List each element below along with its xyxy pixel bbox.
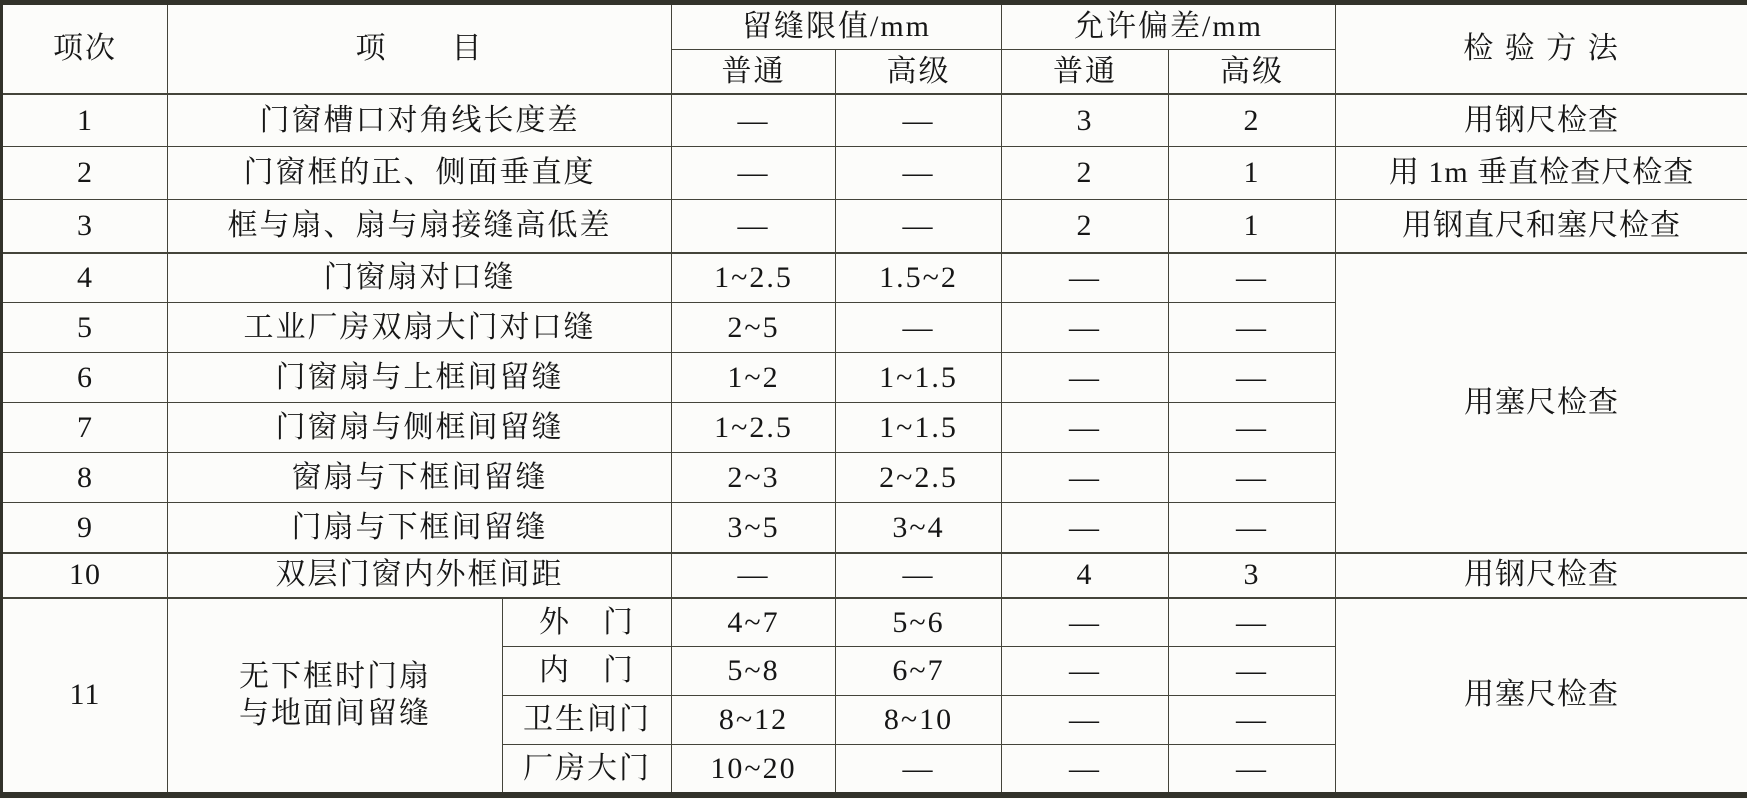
- row7-dev-advanced: —: [1169, 403, 1336, 453]
- row6-no: 6: [2, 353, 168, 403]
- row4-gap-advanced: 1.5~2: [836, 253, 1002, 303]
- row2-dev-advanced: 1: [1169, 147, 1336, 200]
- row9-no: 9: [2, 503, 168, 553]
- row6-dev-ordinary: —: [1002, 353, 1169, 403]
- header-row-groups: [2, 3, 1747, 50]
- row11-sub3-gap-advanced: 8~10: [836, 696, 1002, 745]
- row11-sub2-gap-ordinary: 5~8: [672, 647, 836, 696]
- header-dev-advanced: 高级: [1169, 50, 1336, 94]
- row5-dev-advanced: —: [1169, 303, 1336, 353]
- header-gap-group: 留缝限值/mm: [672, 3, 1002, 50]
- row4-gap-ordinary: 1~2.5: [672, 253, 836, 303]
- row1-gap-advanced: —: [836, 94, 1002, 147]
- row3-item: 框与扇、扇与扇接缝高低差: [168, 200, 672, 253]
- row4-no: 4: [2, 253, 168, 303]
- row11-sub4-type: 厂房大门: [503, 745, 672, 795]
- row7-gap-advanced: 1~1.5: [836, 403, 1002, 453]
- table-row: [2, 94, 1747, 147]
- row1-item: 门窗槽口对角线长度差: [168, 94, 672, 147]
- table-row: [2, 553, 1747, 598]
- row6-item: 门窗扇与上框间留缝: [168, 353, 672, 403]
- row9-dev-advanced: —: [1169, 503, 1336, 553]
- row11-sub1-dev-advanced: —: [1169, 598, 1336, 647]
- row10-dev-advanced: 3: [1169, 553, 1336, 598]
- table-row: [2, 598, 1747, 647]
- row10-gap-advanced: —: [836, 553, 1002, 598]
- row11-sub4-dev-ordinary: —: [1002, 745, 1169, 795]
- row2-dev-ordinary: 2: [1002, 147, 1169, 200]
- row6-gap-ordinary: 1~2: [672, 353, 836, 403]
- row11-sub1-type: 外 门: [503, 598, 672, 647]
- row1-dev-ordinary: 3: [1002, 94, 1169, 147]
- row8-item: 窗扇与下框间留缝: [168, 453, 672, 503]
- row2-gap-advanced: —: [836, 147, 1002, 200]
- row11-sub1-dev-ordinary: —: [1002, 598, 1169, 647]
- row3-gap-advanced: —: [836, 200, 1002, 253]
- row3-method: 用钢直尺和塞尺检查: [1336, 200, 1747, 253]
- row11-sub4-gap-advanced: —: [836, 745, 1002, 795]
- row7-no: 7: [2, 403, 168, 453]
- row1-gap-ordinary: —: [672, 94, 836, 147]
- row9-gap-ordinary: 3~5: [672, 503, 836, 553]
- row10-dev-ordinary: 4: [1002, 553, 1169, 598]
- table-row: [2, 200, 1747, 253]
- row6-gap-advanced: 1~1.5: [836, 353, 1002, 403]
- row11-sub4-dev-advanced: —: [1169, 745, 1336, 795]
- table-row: [2, 253, 1747, 303]
- header-item: 项 目: [168, 3, 672, 94]
- row11-item: [168, 598, 503, 795]
- header-item-no: 项次: [2, 3, 168, 94]
- header-gap-ordinary: 普通: [672, 50, 836, 94]
- row5-dev-ordinary: —: [1002, 303, 1169, 353]
- table-row: [2, 147, 1747, 200]
- row8-no: 8: [2, 453, 168, 503]
- row7-dev-ordinary: —: [1002, 403, 1169, 453]
- row5-no: 5: [2, 303, 168, 353]
- row11-sub2-gap-advanced: 6~7: [836, 647, 1002, 696]
- row8-gap-ordinary: 2~3: [672, 453, 836, 503]
- header-dev-group: 允许偏差/mm: [1002, 3, 1336, 50]
- row10-method: 用钢尺检查: [1336, 553, 1747, 598]
- row7-item: 门窗扇与侧框间留缝: [168, 403, 672, 453]
- row5-gap-ordinary: 2~5: [672, 303, 836, 353]
- row1-no: 1: [2, 94, 168, 147]
- row11-item-line2: 与地面间留缝: [239, 697, 431, 730]
- header-gap-advanced: 高级: [836, 50, 1002, 94]
- row1-method: 用钢尺检查: [1336, 94, 1747, 147]
- row11-sub3-type: 卫生间门: [503, 696, 672, 745]
- row11-sub4-gap-ordinary: 10~20: [672, 745, 836, 795]
- row3-dev-advanced: 1: [1169, 200, 1336, 253]
- row8-dev-advanced: —: [1169, 453, 1336, 503]
- row10-item: 双层门窗内外框间距: [168, 553, 672, 598]
- row11-sub2-type: 内 门: [503, 647, 672, 696]
- row7-gap-ordinary: 1~2.5: [672, 403, 836, 453]
- row2-item: 门窗框的正、侧面垂直度: [168, 147, 672, 200]
- row11-no: 11: [2, 598, 168, 795]
- row9-item: 门扇与下框间留缝: [168, 503, 672, 553]
- row10-no: 10: [2, 553, 168, 598]
- rows4-9-method-merged: 用塞尺检查: [1336, 253, 1747, 553]
- row5-gap-advanced: —: [836, 303, 1002, 353]
- row3-gap-ordinary: —: [672, 200, 836, 253]
- row2-method: 用 1m 垂直检查尺检查: [1336, 147, 1747, 200]
- row11-method-merged: 用塞尺检查: [1336, 598, 1747, 795]
- row11-item-line1: 无下框时门扇: [239, 659, 431, 693]
- row3-dev-ordinary: 2: [1002, 200, 1169, 253]
- row11-sub2-dev-advanced: —: [1169, 647, 1336, 696]
- row11-sub3-dev-advanced: —: [1169, 696, 1336, 745]
- row2-gap-ordinary: —: [672, 147, 836, 200]
- row4-dev-ordinary: —: [1002, 253, 1169, 303]
- header-dev-ordinary: 普通: [1002, 50, 1169, 94]
- row11-sub1-gap-advanced: 5~6: [836, 598, 1002, 647]
- header-method: 检 验 方 法: [1336, 3, 1747, 94]
- row11-sub3-dev-ordinary: —: [1002, 696, 1169, 745]
- row9-dev-ordinary: —: [1002, 503, 1169, 553]
- row6-dev-advanced: —: [1169, 353, 1336, 403]
- row8-gap-advanced: 2~2.5: [836, 453, 1002, 503]
- row5-item: 工业厂房双扇大门对口缝: [168, 303, 672, 353]
- row4-item: 门窗扇对口缝: [168, 253, 672, 303]
- row10-gap-ordinary: —: [672, 553, 836, 598]
- row9-gap-advanced: 3~4: [836, 503, 1002, 553]
- row11-sub2-dev-ordinary: —: [1002, 647, 1169, 696]
- row11-sub1-gap-ordinary: 4~7: [672, 598, 836, 647]
- row11-sub3-gap-ordinary: 8~12: [672, 696, 836, 745]
- row2-no: 2: [2, 147, 168, 200]
- row3-no: 3: [2, 200, 168, 253]
- row8-dev-ordinary: —: [1002, 453, 1169, 503]
- row1-dev-advanced: 2: [1169, 94, 1336, 147]
- row4-dev-advanced: —: [1169, 253, 1336, 303]
